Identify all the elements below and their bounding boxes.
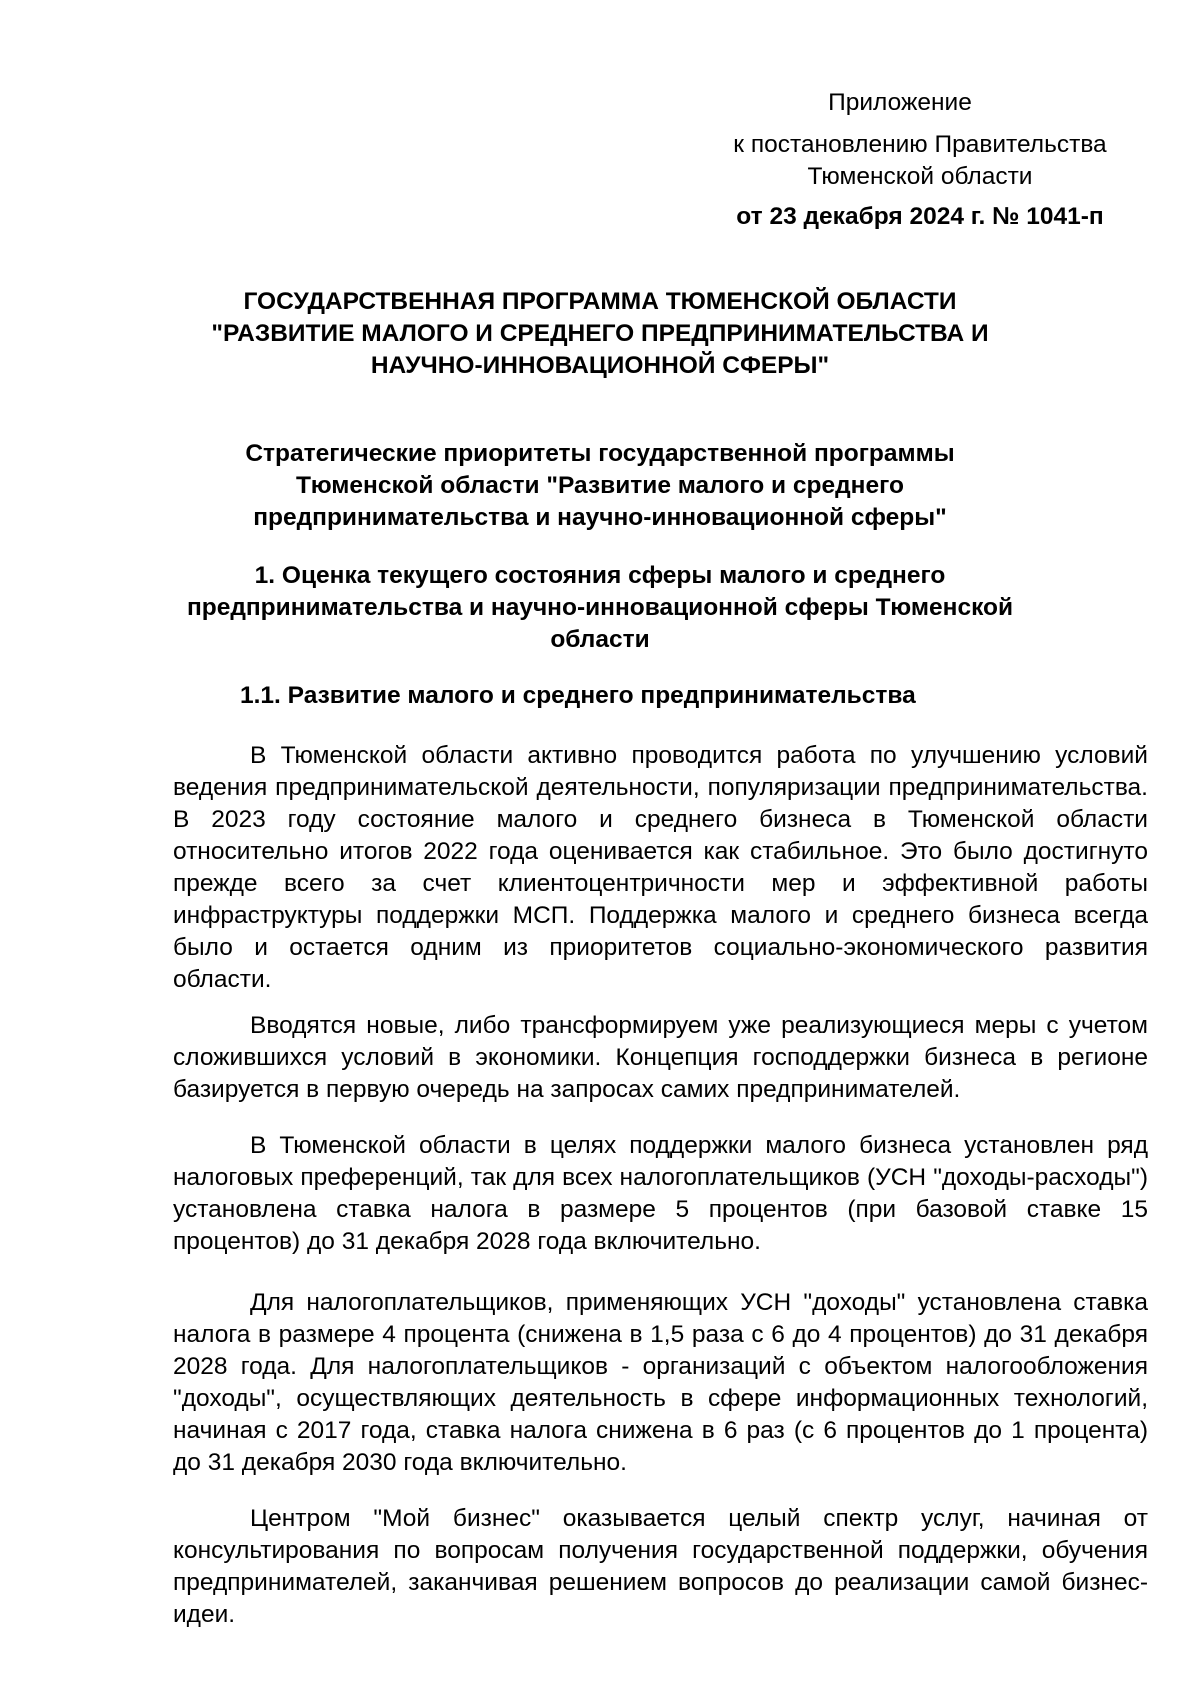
paragraph-text: Вводятся новые, либо трансформируем уже реализующиеся меры с учетом сложившихся условий в экономики. Концепция господдержки бизнеса в регионе базируется в первую очередь на запросах самих предпринимателей.	[173, 1012, 1148, 1103]
paragraph-3	[173, 1130, 1148, 1258]
appendix-reference: к постановлению Правительства Тюменской области	[733, 131, 1107, 190]
paragraph-text: В Тюменской области активно проводится работа по улучшению условий ведения предпринимательской деятельности, популяризации предпринимательства. В 2023 году состояние малого и среднего бизнеса в Тюменской области относительно итогов 2022 года оценивается как стабильное. Это было достигнуто прежде всего за счет клиентоцентричности мер и эффективной работы инфраструктуры поддержки МСП. Поддержка малого и среднего бизнеса всегда было и остается одним из приоритетов социально-экономического развития области.	[173, 742, 1148, 993]
appendix-date-number: от 23 декабря 2024 г. № 1041-п	[736, 203, 1104, 230]
subsection-1-1-title: 1.1. Развитие малого и среднего предпринимательства	[240, 682, 916, 709]
paragraph-4	[173, 1287, 1148, 1479]
appendix-title: Приложение	[828, 89, 972, 116]
paragraph-text: Для налогоплательщиков, применяющих УСН "доходы" установлена ставка налога в размере 4 процента (снижена в 1,5 раза с 6 до 4 процентов) до 31 декабря 2028 года. Для налогоплательщиков - организаций с объектом налогообложения "доходы", осуществляющих деятельность в сфере информационных технологий, начиная с 2017 года, ставка налога снижена в 6 раз (с 6 процентов до 1 процента) до 31 декабря 2030 года включительно.	[173, 1289, 1148, 1476]
paragraph-2	[173, 1010, 1148, 1106]
paragraph-text: Центром "Мой бизнес" оказывается целый спектр услуг, начиная от консультирования по вопросам получения государственной поддержки, обучения предпринимателей, заканчивая решением вопросов до реализации самой бизнес-идеи.	[173, 1505, 1148, 1628]
paragraph-text: В Тюменской области в целях поддержки малого бизнеса установлен ряд налоговых преференций, так для всех налогоплательщиков (УСН "доходы-расходы") установлена ставка налога в размере 5 процентов (при базовой ставке 15 процентов) до 31 декабря 2028 года включительно.	[173, 1132, 1148, 1255]
priorities-title: Стратегические приоритеты государственной программы Тюменской области "Развитие малого и среднего предпринимательства и научно-инновационной сферы"	[245, 440, 955, 531]
paragraph-1	[173, 740, 1148, 996]
program-title: ГОСУДАРСТВЕННАЯ ПРОГРАММА ТЮМЕНСКОЙ ОБЛАСТИ "РАЗВИТИЕ МАЛОГО И СРЕДНЕГО ПРЕДПРИНИМАТЕЛЬСТВА И НАУЧНО-ИННОВАЦИОННОЙ СФЕРЫ"	[211, 288, 989, 379]
paragraph-5	[173, 1503, 1148, 1631]
section-1-title: 1. Оценка текущего состояния сферы малого и среднего предпринимательства и научно-инновационной сферы Тюменской области	[186, 562, 1014, 653]
